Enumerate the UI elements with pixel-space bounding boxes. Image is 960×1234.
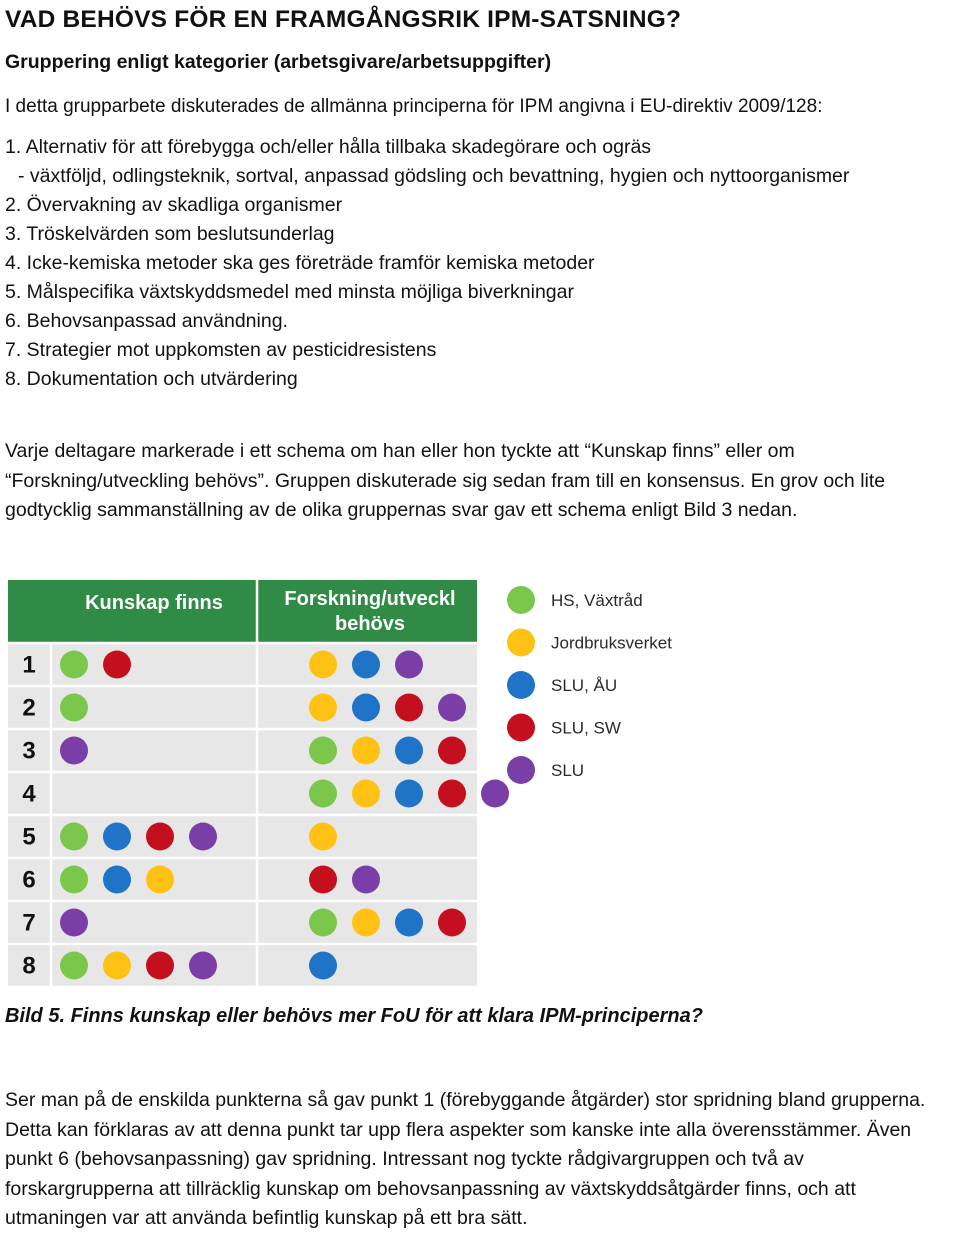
intro-text: I detta grupparbete diskuterades de allmänna principerna för IPM angivna i EU-direktiv 2009/128: xyxy=(5,96,823,117)
dot-kunskap-1-hs xyxy=(60,651,88,679)
legend-label-jbv: Jordbruksverket xyxy=(551,633,672,653)
dot-kunskap-8-slu xyxy=(189,952,217,980)
row-label-4: 4 xyxy=(22,780,36,808)
row-label-2: 2 xyxy=(22,694,36,722)
dot-forskning-3-hs xyxy=(309,737,337,765)
dot-kunskap-6-au xyxy=(103,866,131,894)
principle-3: 3. Tröskelvärden som beslutsunderlag xyxy=(5,223,335,245)
dot-forskning-2-slu xyxy=(438,694,466,722)
page-title: VAD BEHÖVS FÖR EN FRAMGÅNGSRIK IPM-SATSNING? xyxy=(5,6,682,33)
row-label-1: 1 xyxy=(22,651,36,679)
dot-forskning-3-sw xyxy=(438,737,466,765)
row-label-8: 8 xyxy=(22,952,36,980)
dot-kunskap-5-hs xyxy=(60,823,88,851)
dot-kunskap-6-hs xyxy=(60,866,88,894)
dot-kunskap-5-slu xyxy=(189,823,217,851)
dot-forskning-5-jbv xyxy=(309,823,337,851)
paragraph-method: Varje deltagare markerade i ett schema om han eller hon tyckte att “Kunskap finns” eller om “Forskning/utveckling behövs”. Gruppen diskuterade sig sedan fram till en konsensus. En grov och lite godtycklig sammanställning av de olika gruppernas svar gav ett schema enligt Bild 3 nedan. xyxy=(5,440,886,521)
dot-kunskap-3-slu xyxy=(60,737,88,765)
dot-forskning-6-sw xyxy=(309,866,337,894)
dot-forskning-7-hs xyxy=(309,909,337,937)
principle-2: 2. Övervakning av skadliga organismer xyxy=(5,194,343,216)
legend-dot-au xyxy=(507,671,535,699)
dot-forskning-3-jbv xyxy=(352,737,380,765)
figure-ipm-matrix xyxy=(0,572,720,992)
dot-forskning-7-sw xyxy=(438,909,466,937)
dot-forskning-4-au xyxy=(395,780,423,808)
principle-1: 1. Alternativ för att förebygga och/eller hålla tillbaka skadegörare och ogräs xyxy=(5,136,652,158)
dot-kunskap-8-jbv xyxy=(103,952,131,980)
legend-dot-jbv xyxy=(507,629,535,657)
principle-5: 5. Målspecifika växtskyddsmedel med minsta möjliga biverkningar xyxy=(5,281,574,303)
header-kunskap-finns: Kunskap finns xyxy=(85,592,223,614)
dot-forskning-7-jbv xyxy=(352,909,380,937)
header-forskning-line2: behövs xyxy=(334,613,406,635)
principle-7: 7. Strategier mot uppkomsten av pesticidresistens xyxy=(5,339,437,361)
dot-forskning-4-jbv xyxy=(352,780,380,808)
dot-forskning-2-sw xyxy=(395,694,423,722)
dot-forskning-3-au xyxy=(395,737,423,765)
legend-dot-hs xyxy=(507,586,535,614)
ipm-matrix-svg xyxy=(0,572,720,992)
page-subtitle: Gruppering enligt kategorier (arbetsgivare/arbetsuppgifter) xyxy=(5,51,552,73)
dot-forskning-1-jbv xyxy=(309,651,337,679)
legend-label-slu: SLU xyxy=(551,761,585,780)
dot-kunskap-6-jbv xyxy=(146,866,174,894)
row-label-7: 7 xyxy=(22,909,36,937)
dot-forskning-4-sw xyxy=(438,780,466,808)
principle-6: 6. Behovsanpassad användning. xyxy=(5,310,288,332)
legend-dot-slu xyxy=(507,756,535,784)
figure-caption: Bild 5. Finns kunskap eller behövs mer FoU för att klara IPM-principerna? xyxy=(5,1005,703,1027)
dot-forskning-2-jbv xyxy=(309,694,337,722)
legend-label-hs: HS, Växtråd xyxy=(551,591,643,610)
legend-label-au: SLU, ÅU xyxy=(551,676,618,695)
dot-forskning-2-au xyxy=(352,694,380,722)
legend-dot-sw xyxy=(507,714,535,742)
row-label-3: 3 xyxy=(22,737,36,765)
legend-label-sw: SLU, SW xyxy=(551,718,621,738)
dot-forskning-4-hs xyxy=(309,780,337,808)
dot-forskning-4-slu xyxy=(481,780,509,808)
row-label-6: 6 xyxy=(22,866,36,894)
dot-forskning-8-au xyxy=(309,952,337,980)
principle-1-details: - växtföljd, odlingsteknik, sortval, anpassad gödsling och bevattning, hygien och nyttoorganismer xyxy=(18,165,850,187)
dot-kunskap-5-au xyxy=(103,823,131,851)
dot-forskning-6-slu xyxy=(352,866,380,894)
dot-kunskap-5-sw xyxy=(146,823,174,851)
row-label-5: 5 xyxy=(22,823,36,851)
dot-forskning-1-slu xyxy=(395,651,423,679)
dot-kunskap-1-sw xyxy=(103,651,131,679)
dot-kunskap-8-hs xyxy=(60,952,88,980)
dot-forskning-1-au xyxy=(352,651,380,679)
dot-kunskap-8-sw xyxy=(146,952,174,980)
dot-kunskap-2-hs xyxy=(60,694,88,722)
dot-kunskap-7-slu xyxy=(60,909,88,937)
principle-4: 4. Icke-kemiska metoder ska ges företräde framför kemiska metoder xyxy=(5,252,595,274)
paragraph-discussion: Ser man på de enskilda punkterna så gav punkt 1 (förebyggande åtgärder) stor spridning bland grupperna. Detta kan förklaras av att denna punkt tar upp flera aspekter som kanske inte alla överensstämmer. Även punkt 6 (behovsanpassning) gav spridning. Intressant nog tyckte rådgivargruppen och två av forskargrupperna att tillräcklig kunskap om behovsanpassning av växtskyddsåtgärder finns, och att utmaningen var att använda befintlig kunskap på ett bra sätt. xyxy=(5,1089,926,1229)
principle-8: 8. Dokumentation och utvärdering xyxy=(5,368,298,390)
header-forskning-line1: Forskning/utveckl xyxy=(284,588,456,610)
dot-forskning-7-au xyxy=(395,909,423,937)
